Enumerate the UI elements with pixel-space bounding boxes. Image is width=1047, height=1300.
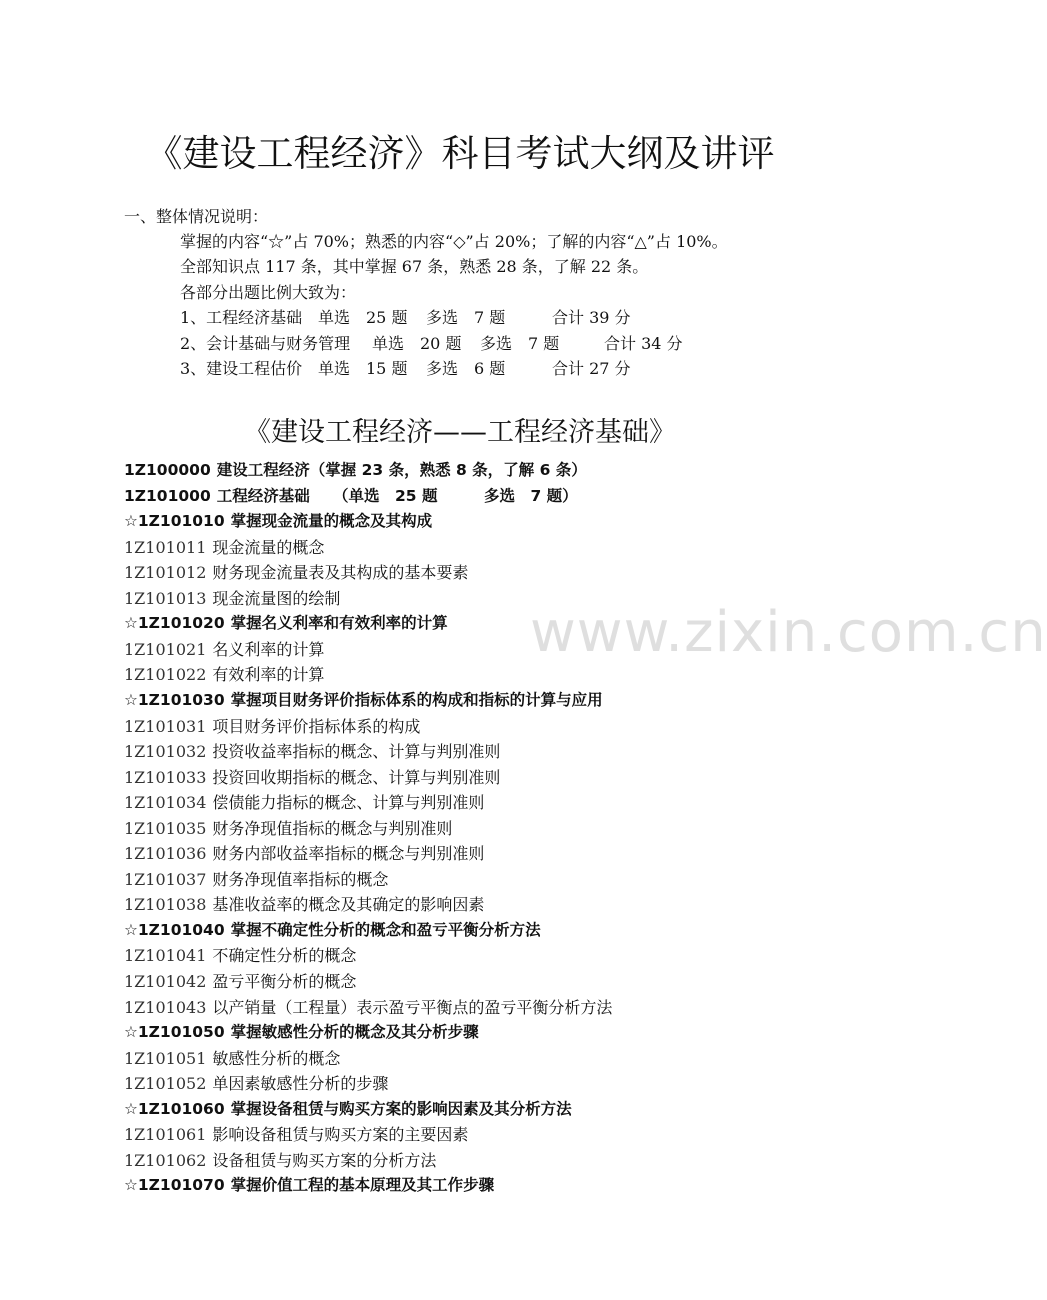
outline-code: 1Z101012 (124, 563, 207, 583)
outline-heading (124, 484, 578, 510)
outline-text: 掌握敏感性分析的概念及其分析步骤 (230, 1023, 479, 1042)
outline-code: 1Z101041 (124, 946, 207, 966)
part-name: 3、建设工程估价 (180, 359, 303, 378)
outline-text: 财务净现值率指标的概念 (212, 869, 389, 889)
outline-code: 1Z101038 (124, 895, 207, 915)
outline-text: 财务净现值指标的概念与判别准则 (212, 818, 453, 838)
part-name: 1、工程经济基础 (180, 308, 303, 327)
outline-code: 1Z101036 (124, 844, 207, 864)
outline-code: 1Z101042 (124, 972, 207, 991)
part-multi: 多选 6 题 (426, 359, 506, 378)
section-subtitle: 《建设工程经济——工程经济基础》 (244, 417, 676, 448)
outline-code: ☆1Z101070 (124, 1176, 225, 1195)
outline-item (124, 892, 484, 918)
knowledge-count-line: 全部知识点 117 条，其中掌握 67 条，熟悉 28 条，了解 22 条。 (180, 257, 649, 276)
outline-heading (124, 918, 541, 944)
outline-code: 1Z101061 (124, 1125, 207, 1145)
outline-text: 掌握现金流量的概念及其构成 (230, 512, 433, 531)
outline-text: 项目财务评价指标体系的构成 (212, 716, 421, 736)
part-name: 2、会计基础与财务管理 (180, 334, 351, 353)
outline-code: ☆1Z101030 (124, 690, 225, 709)
outline-text: 建设工程经济（掌握 23 条，熟悉 8 条，了解 6 条） (216, 461, 587, 479)
part-total: 合计 39 分 (552, 308, 631, 327)
outline-text: 设备租赁与购买方案的分析方法 (212, 1150, 437, 1170)
outline-text: 掌握价值工程的基本原理及其工作步骤 (230, 1176, 495, 1195)
outline-text: 投资收益率指标的概念、计算与判别准则 (212, 742, 501, 762)
outline-text: 现金流量图的绘制 (212, 588, 341, 608)
outline-item (124, 841, 484, 867)
outline-item (124, 790, 484, 816)
part-row (180, 331, 683, 356)
outline-text: 掌握名义利率和有效利率的计算 (230, 614, 448, 633)
outline-item (124, 765, 500, 791)
outline-item (124, 969, 356, 995)
outline-item (124, 867, 388, 893)
outline-heading (124, 611, 448, 637)
outline-heading (124, 458, 587, 484)
part-total: 合计 27 分 (552, 359, 631, 378)
part-row (180, 356, 631, 381)
outline-item (124, 1046, 340, 1072)
outline-item (124, 637, 324, 663)
proportion-line: 掌握的内容“☆”占 70%；熟悉的内容“◇”占 20%；了解的内容“△”占 10%。 (180, 232, 728, 251)
watermark: www.zixin.com.cn (530, 600, 1047, 665)
outline-item (124, 662, 324, 688)
outline-text: 影响设备租赁与购买方案的主要因素 (212, 1125, 469, 1145)
outline-code: 1Z101051 (124, 1048, 207, 1068)
outline-item (124, 739, 500, 765)
outline-item (124, 560, 468, 586)
outline-code: 1Z101000 (124, 486, 211, 505)
outline-item (124, 1148, 436, 1174)
outline-item (124, 714, 420, 740)
outline-code: ☆1Z101010 (124, 512, 225, 531)
outline-text: 财务现金流量表及其构成的基本要素 (212, 563, 469, 583)
outline-item (124, 535, 324, 561)
outline-text: 以产销量（工程量）表示盈亏平衡点的盈亏平衡分析方法 (212, 997, 613, 1017)
outline-code: ☆1Z101060 (124, 1099, 225, 1118)
part-row (180, 305, 631, 330)
outline-text: 基准收益率的概念及其确定的影响因素 (212, 895, 485, 915)
ratio-intro-line: 各部分出题比例大致为： (180, 283, 357, 302)
outline-code: 1Z101043 (124, 997, 207, 1017)
outline-text: 现金流量的概念 (212, 537, 325, 557)
outline-text: 掌握项目财务评价指标体系的构成和指标的计算与应用 (230, 690, 603, 709)
part-multi: 多选 7 题 (480, 334, 560, 353)
outline-text: 不确定性分析的概念 (212, 946, 357, 966)
part-single: 单选 20 题 (372, 334, 462, 353)
outline-heading (124, 688, 603, 714)
outline-heading (124, 1020, 479, 1046)
outline-text: 投资回收期指标的概念、计算与判别准则 (212, 767, 501, 787)
outline-code: 1Z100000 (124, 461, 211, 479)
outline-text: 偿债能力指标的概念、计算与判别准则 (212, 793, 485, 813)
outline-code: 1Z101062 (124, 1150, 207, 1170)
outline-text: 财务内部收益率指标的概念与判别准则 (212, 844, 485, 864)
outline-heading (124, 1097, 572, 1123)
part-multi: 多选 7 题 (426, 308, 506, 327)
outline-item (124, 1122, 468, 1148)
outline-code: ☆1Z101050 (124, 1023, 225, 1042)
outline-item (124, 995, 612, 1021)
outline-text: 名义利率的计算 (212, 639, 325, 659)
outline-code: 1Z101035 (124, 818, 207, 838)
outline-text: 有效利率的计算 (212, 665, 325, 685)
outline-code: 1Z101052 (124, 1074, 207, 1094)
outline-heading (124, 1173, 494, 1199)
part-single: 单选 15 题 (318, 359, 408, 378)
outline-code: 1Z101033 (124, 767, 207, 787)
outline-code: 1Z101021 (124, 639, 207, 659)
overview-heading: 一、整体情况说明： (124, 207, 269, 226)
outline-code: 1Z101034 (124, 793, 207, 813)
document-title: 《建设工程经济》科目考试大纲及讲评 (145, 132, 775, 175)
outline-code: ☆1Z101040 (124, 920, 225, 939)
outline-text: 掌握设备租赁与购买方案的影响因素及其分析方法 (230, 1099, 572, 1118)
outline-code: 1Z101037 (124, 869, 207, 889)
outline-text: 工程经济基础 （单选 25 题 多选 7 题） (216, 486, 578, 505)
outline-item (124, 1071, 388, 1097)
outline-code: 1Z101022 (124, 665, 207, 685)
outline-heading (124, 509, 432, 535)
outline-code: 1Z101032 (124, 742, 207, 762)
outline-code: 1Z101011 (124, 537, 207, 557)
outline-code: 1Z101031 (124, 716, 207, 736)
part-total: 合计 34 分 (604, 334, 683, 353)
outline-text: 掌握不确定性分析的概念和盈亏平衡分析方法 (230, 920, 541, 939)
outline-code: ☆1Z101020 (124, 614, 225, 633)
outline-text: 盈亏平衡分析的概念 (212, 972, 357, 991)
outline-code: 1Z101013 (124, 588, 207, 608)
outline-text: 单因素敏感性分析的步骤 (212, 1074, 389, 1094)
outline-item (124, 586, 340, 612)
outline-item (124, 943, 356, 969)
outline-item (124, 816, 452, 842)
part-single: 单选 25 题 (318, 308, 408, 327)
outline-text: 敏感性分析的概念 (212, 1048, 341, 1068)
